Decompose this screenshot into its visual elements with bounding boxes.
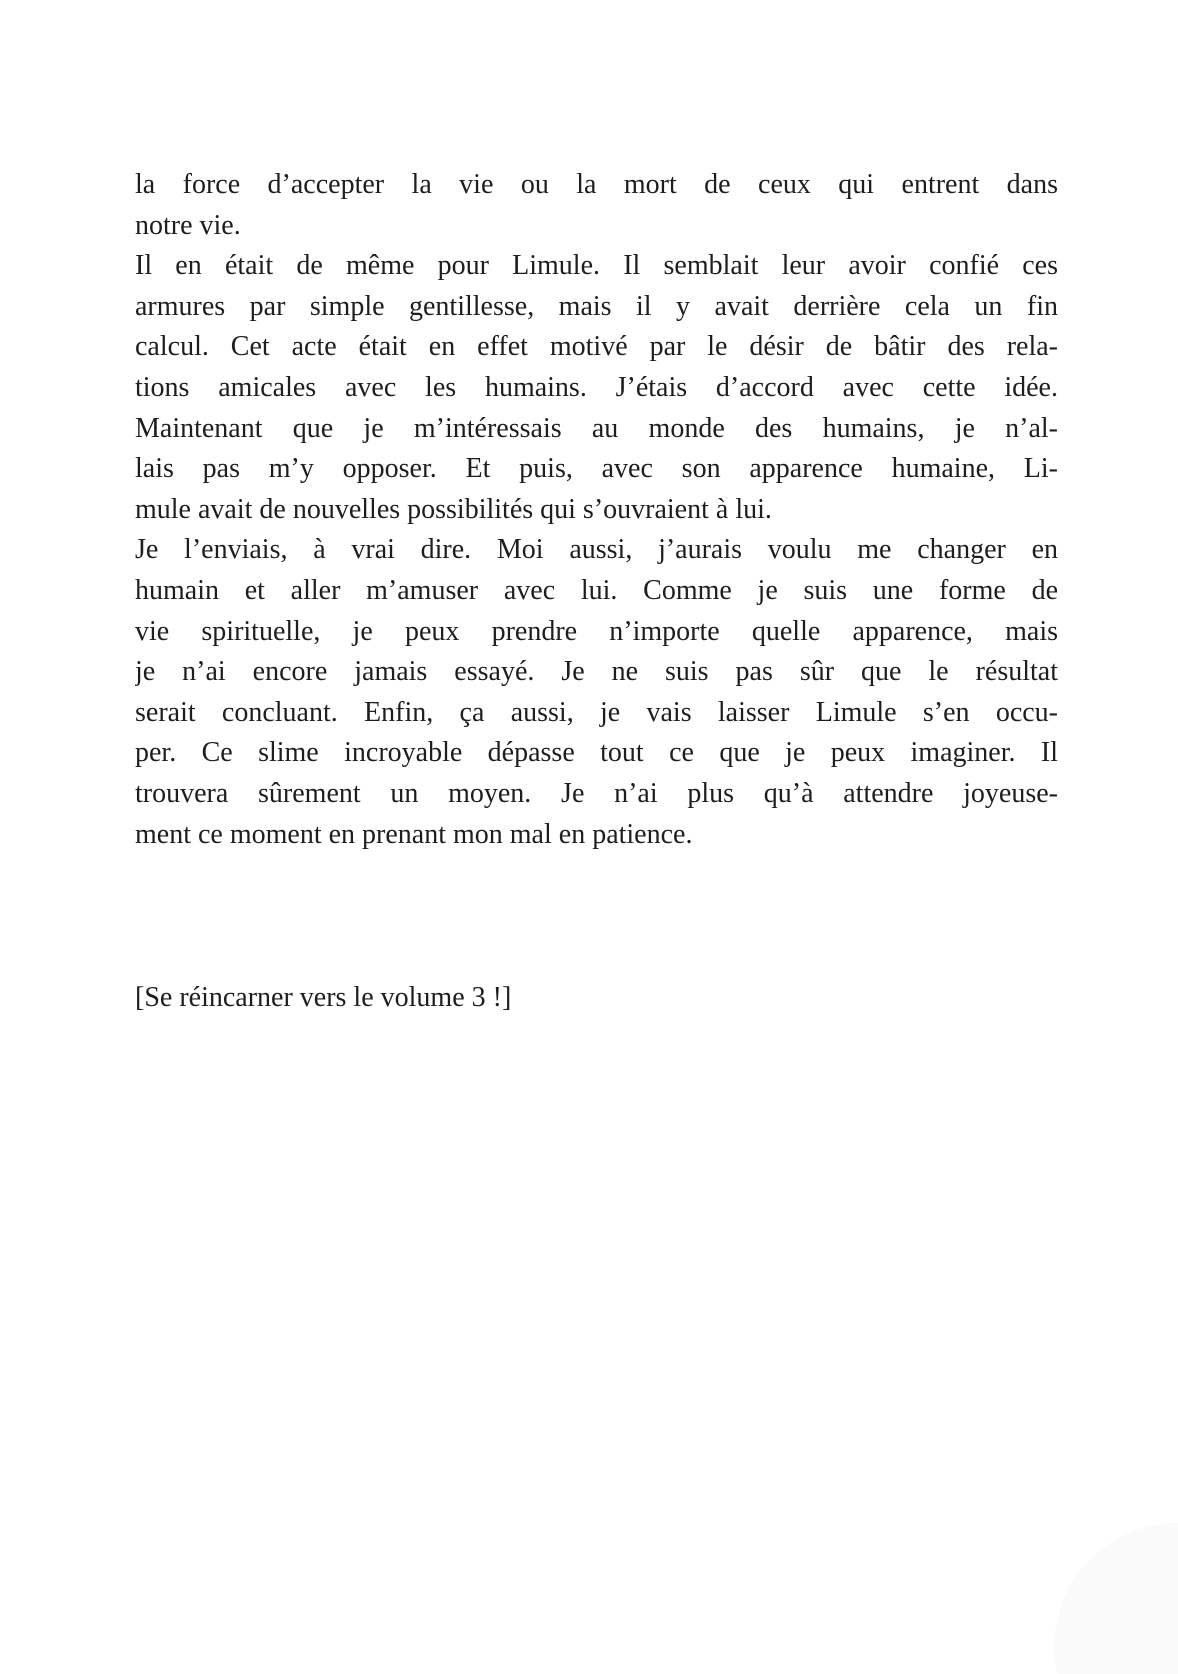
text-line: humain et aller m’amuser avec lui. Comme je suis une forme de xyxy=(135,574,1058,606)
text-line: tions amicales avec les humains. J’étais d’accord avec cette idée. xyxy=(135,371,1058,403)
text-line: je n’ai encore jamais essayé. Je ne suis pas sûr que le résultat xyxy=(135,656,1058,688)
text-line: lais pas m’y opposer. Et puis, avec son apparence humaine, Li- xyxy=(135,453,1058,485)
text-line: Maintenant que je m’intéressais au monde des humains, je n’al- xyxy=(135,412,1058,444)
text-line: ment ce moment en prenant mon mal en patience. xyxy=(135,818,693,850)
paragraph xyxy=(135,165,1058,246)
text-line: la force d’accepter la vie ou la mort de ceux qui entrent dans xyxy=(135,169,1058,200)
text-line: armures par simple gentillesse, mais il y avait derrière cela un fin xyxy=(135,290,1058,322)
text-line: Je l’enviais, à vrai dire. Moi aussi, j’aurais voulu me changer en xyxy=(135,534,1058,566)
paragraph xyxy=(135,530,1058,855)
body-text xyxy=(135,165,1058,855)
text-line: trouvera sûrement un moyen. Je n’ai plus qu’à attendre joyeuse- xyxy=(135,777,1058,809)
text-line: Il en était de même pour Limule. Il semblait leur avoir confié ces xyxy=(135,250,1058,282)
text-line: notre vie. xyxy=(135,209,241,241)
text-line: serait concluant. Enfin, ça aussi, je vais laisser Limule s’en occu- xyxy=(135,696,1058,728)
text-line: per. Ce slime incroyable dépasse tout ce que je peux imaginer. Il xyxy=(135,737,1058,769)
volume-tagline: [Se réincarner vers le volume 3 !] xyxy=(135,982,512,1013)
paragraph xyxy=(135,246,1058,530)
text-line: calcul. Cet acte était en effet motivé par le désir de bâtir des rela- xyxy=(135,331,1058,363)
corner-decoration xyxy=(1054,1523,1178,1674)
text-line: vie spirituelle, je peux prendre n’importe quelle apparence, mais xyxy=(135,615,1058,647)
text-line: mule avait de nouvelles possibilités qui s’ouvraient à lui. xyxy=(135,493,772,525)
